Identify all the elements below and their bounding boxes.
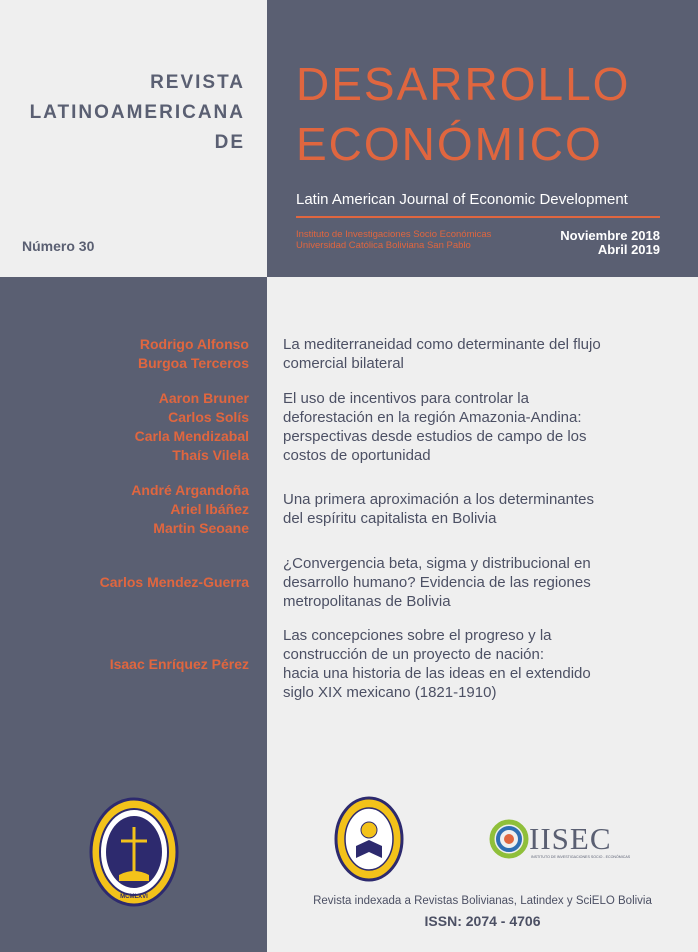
revista-line: LATINOAMERICANA	[29, 102, 245, 123]
author: Thaís Vilela	[172, 447, 249, 463]
ucb-seal-icon	[89, 797, 179, 907]
university-name: Universidad Católica Boliviana San Pablo	[296, 240, 471, 251]
issue-number: Número 30	[22, 238, 95, 254]
article-1-title	[283, 335, 601, 373]
iisec-name: IISEC	[529, 821, 612, 856]
academy-logo-icon	[334, 796, 404, 882]
journal-title-line2: ECONÓMICO	[296, 118, 603, 170]
institute-name: Instituto de Investigaciones Socio Económicas	[296, 229, 492, 240]
institute-info	[296, 229, 491, 251]
indexing-note: Revista indexada a Revistas Bolivianas, Latindex y SciELO Bolivia	[313, 895, 652, 907]
article-2-authors	[135, 389, 249, 465]
article-5-title	[283, 626, 591, 702]
revista-line: REVISTA	[150, 72, 245, 93]
iisec-logo	[489, 819, 629, 865]
issue-dates	[560, 229, 660, 257]
author: Aaron Bruner	[158, 390, 249, 406]
top-left-panel	[0, 0, 267, 277]
authors-panel	[0, 277, 267, 952]
title-line: del espíritu capitalista en Bolivia	[283, 510, 497, 527]
title-line: La mediterraneidad como determinante del flujo	[283, 336, 601, 353]
title-line: comercial bilateral	[283, 355, 404, 372]
author: Carlos Mendez-Guerra	[99, 574, 249, 590]
title-line: costos de oportunidad	[283, 447, 431, 464]
iisec-swirl-icon	[489, 819, 529, 859]
title-line: perspectivas desde estudios de campo de los	[283, 428, 587, 445]
iisec-subtitle: INSTITUTO DE INVESTIGACIONES SOCIO - ECONÓMICAS	[531, 855, 631, 859]
article-5-authors	[110, 655, 249, 674]
issn: ISSN: 2074 - 4706	[424, 913, 541, 929]
title-line: deforestación en la región Amazonia-Andina:	[283, 409, 582, 426]
author: Ariel Ibáñez	[170, 501, 249, 517]
title-divider	[296, 216, 660, 218]
journal-prefix	[30, 68, 245, 158]
revista-line: DE	[214, 132, 245, 153]
title-line: desarrollo humano? Evidencia de las regiones	[283, 574, 591, 591]
article-2-title	[283, 389, 587, 465]
title-line: metropolitanas de Bolivia	[283, 593, 451, 610]
author: Rodrigo Alfonso	[139, 336, 249, 352]
title-line: El uso de incentivos para controlar la	[283, 390, 529, 407]
seal-year: MCMLXVI	[120, 894, 148, 900]
article-3-authors	[131, 481, 249, 538]
journal-title-line1: DESARROLLO	[296, 58, 631, 110]
journal-subtitle: Latin American Journal of Economic Development	[296, 191, 628, 208]
article-4-title	[283, 554, 591, 611]
article-4-authors	[100, 573, 249, 592]
title-line: siglo XIX mexicano (1821-1910)	[283, 684, 497, 701]
top-right-panel	[267, 0, 698, 277]
date-end: Abril 2019	[597, 242, 660, 257]
author: Carlos Solís	[168, 409, 249, 425]
date-start: Noviembre 2018	[560, 228, 660, 243]
article-1-authors	[138, 335, 249, 373]
article-3-title	[283, 490, 594, 528]
author: Martin Seoane	[153, 520, 249, 536]
title-line: ¿Convergencia beta, sigma y distribucional en	[283, 555, 591, 572]
title-line: Las concepciones sobre el progreso y la	[283, 627, 552, 644]
author: Carla Mendizabal	[134, 428, 249, 444]
titles-panel	[267, 277, 698, 952]
author: André Argandoña	[131, 482, 249, 498]
title-line: Una primera aproximación a los determinantes	[283, 491, 594, 508]
title-line: hacia una historia de las ideas en el extendido	[283, 665, 591, 682]
author: Burgoa Terceros	[138, 355, 249, 371]
title-line: construcción de un proyecto de nación:	[283, 646, 544, 663]
author: Isaac Enríquez Pérez	[109, 656, 249, 672]
